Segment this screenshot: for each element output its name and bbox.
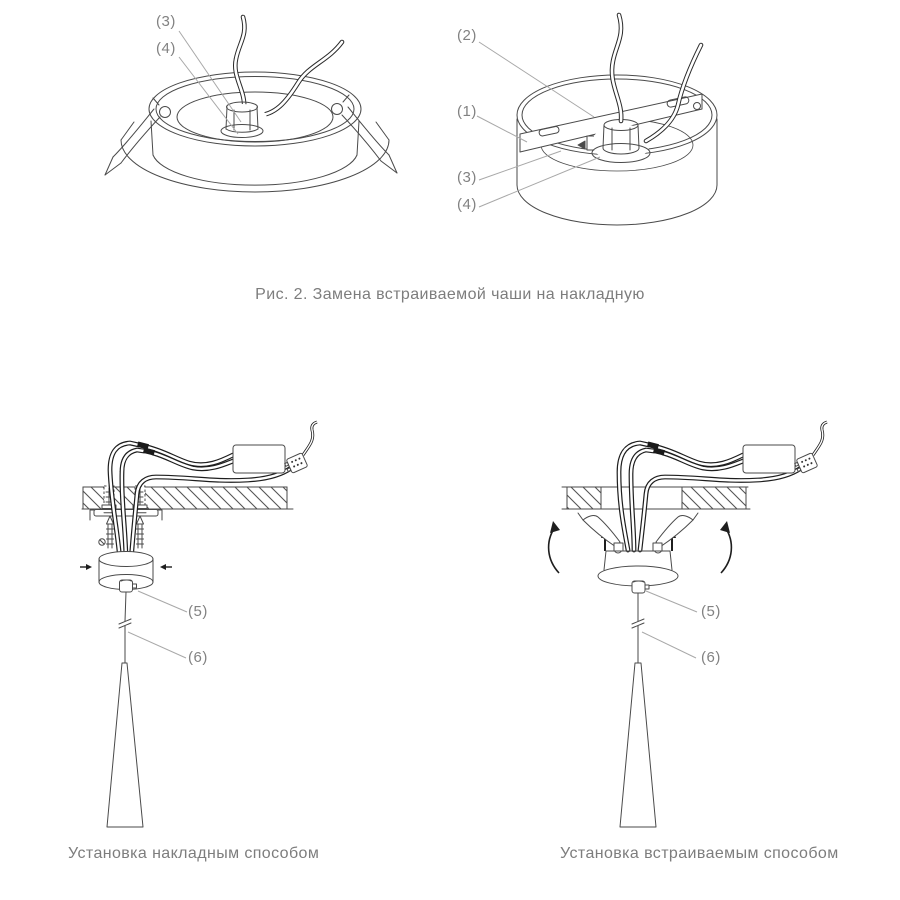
surface-install-caption: Установка накладным способом xyxy=(68,845,320,862)
suspension-cord xyxy=(632,593,644,663)
part-label-6-surface-install: (6) xyxy=(188,649,208,666)
part-label-1-surface-cup: (1) xyxy=(457,103,477,120)
part-label-3-recessed-cup: (3) xyxy=(156,13,176,30)
screw-head-icon xyxy=(99,539,105,545)
power-plug xyxy=(793,422,827,475)
recessed-cup-drawing xyxy=(95,5,425,230)
part-label-6-recessed-install: (6) xyxy=(701,649,721,666)
part-label-3-surface-cup: (3) xyxy=(457,169,477,186)
leader-lines xyxy=(642,591,697,658)
spring-clip-right xyxy=(332,95,398,173)
trim-flange xyxy=(121,122,389,192)
pendant-cone xyxy=(620,663,656,827)
part-label-2-surface-cup: (2) xyxy=(457,27,477,44)
rotate-arrow-right xyxy=(720,521,731,573)
recessed-install-caption: Установка встраиваемым способом xyxy=(560,845,839,862)
part-label-5-surface-install: (5) xyxy=(188,603,208,620)
mains-wires xyxy=(235,17,342,115)
part-label-5-recessed-install: (5) xyxy=(701,603,721,620)
surface-cup-drawing xyxy=(450,5,790,240)
driver-box xyxy=(233,445,285,473)
spring-clip-left xyxy=(105,98,171,175)
screw-right xyxy=(137,516,144,548)
cable-gland xyxy=(217,102,267,138)
screw-left xyxy=(107,516,114,548)
power-plug xyxy=(283,422,317,475)
part-label-4-surface-cup: (4) xyxy=(457,196,477,213)
pendant-cone xyxy=(107,663,143,827)
figure-caption: Рис. 2. Замена встраиваемой чаши на накладную xyxy=(255,286,645,303)
leader-lines xyxy=(128,591,187,658)
recessed-install-drawing xyxy=(540,420,860,865)
part-label-4-recessed-cup: (4) xyxy=(156,40,176,57)
rotate-arrow-left xyxy=(549,521,560,573)
ceiling-with-hole xyxy=(562,487,750,509)
surface-install-drawing xyxy=(60,420,350,865)
suspension-cord xyxy=(119,592,131,663)
driver-box xyxy=(743,445,795,473)
